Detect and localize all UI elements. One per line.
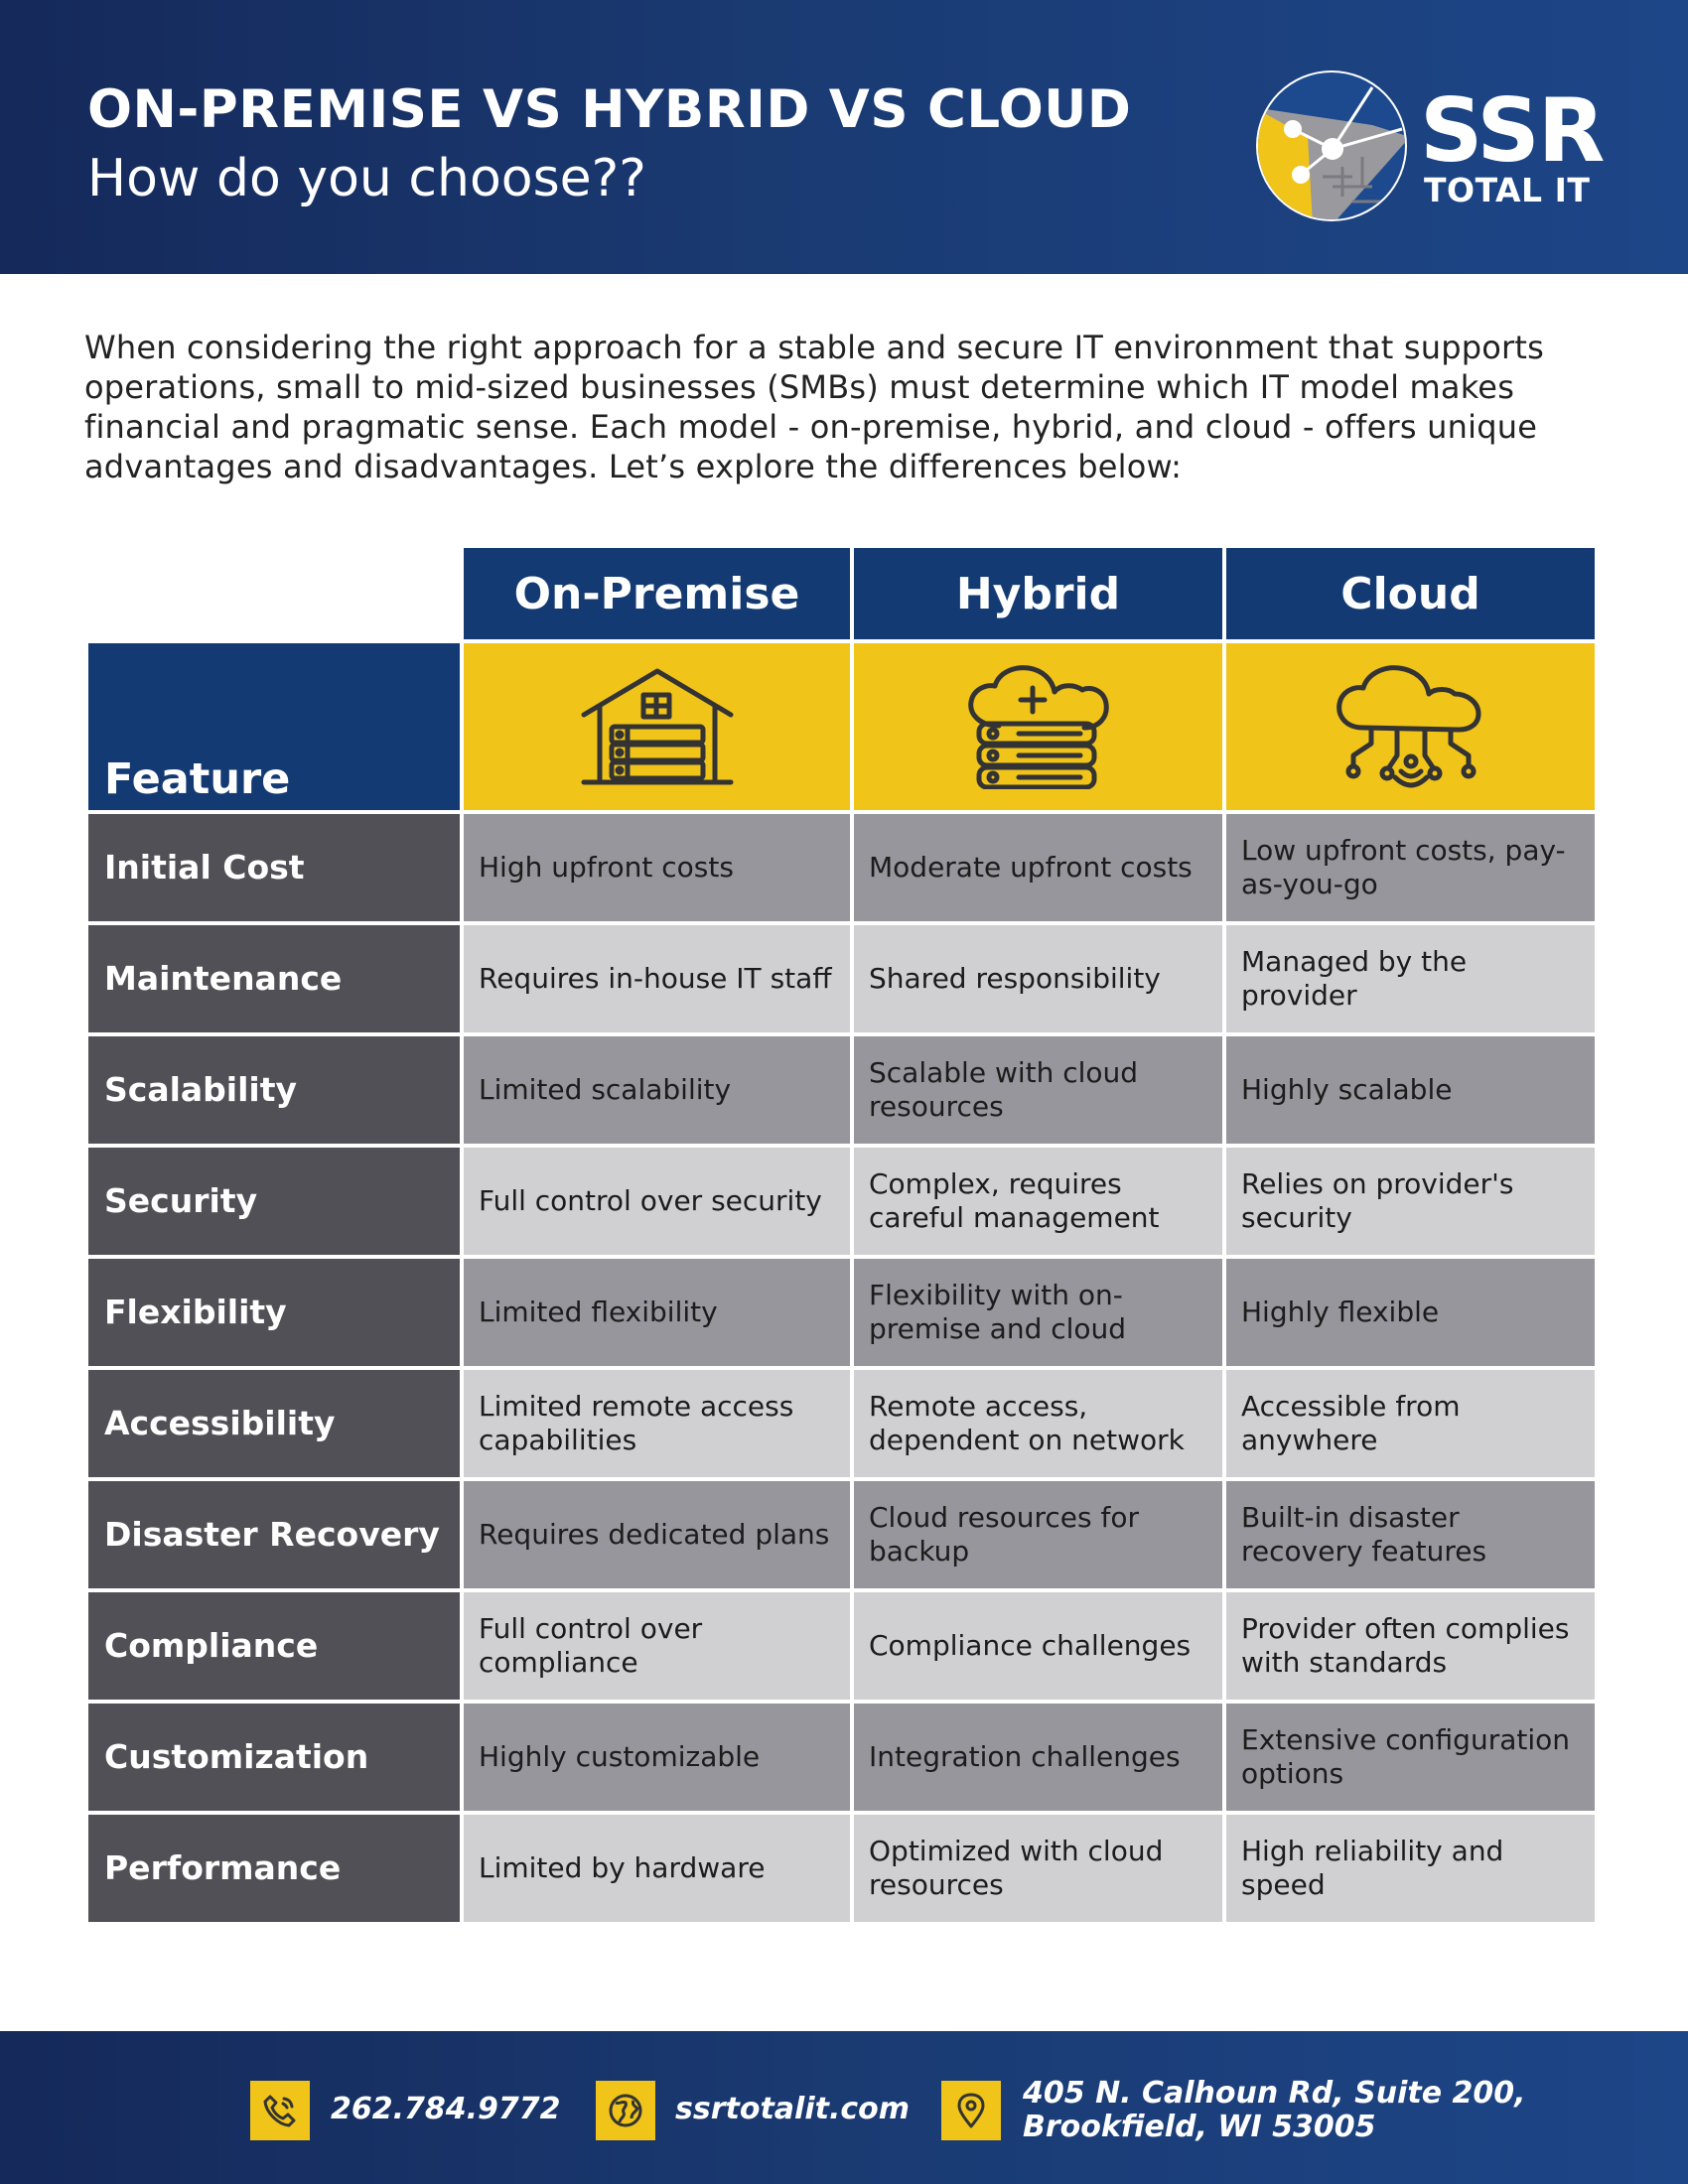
page-header — [0, 0, 1688, 274]
feature-label: Compliance — [88, 1592, 460, 1700]
table-row-maintenance — [0, 925, 1688, 1032]
cloud-value: High reliability and speed — [1226, 1815, 1595, 1922]
feature-label: Accessibility — [88, 1370, 460, 1477]
on-premise-value: Limited by hardware — [464, 1815, 850, 1922]
feature-label: Initial Cost — [88, 814, 460, 921]
hybrid-value: Compliance challenges — [854, 1592, 1222, 1700]
cloud-icon-cell — [1226, 643, 1595, 810]
table-row-security — [0, 1148, 1688, 1255]
cloud-value: Accessible from anywhere — [1226, 1370, 1595, 1477]
on-premise-value: Requires in-house IT staff — [464, 925, 850, 1032]
hybrid-value: Remote access, dependent on network — [854, 1370, 1222, 1477]
footer-address-line-2: Brookfield, WI 53005 — [1023, 2110, 1376, 2144]
location-pin-icon — [951, 2091, 991, 2130]
hybrid-value: Scalable with cloud resources — [854, 1036, 1222, 1144]
on-premise-value: High upfront costs — [464, 814, 850, 921]
feature-label: Security — [88, 1148, 460, 1255]
hybrid-value: Integration challenges — [854, 1704, 1222, 1811]
hybrid-value: Moderate upfront costs — [854, 814, 1222, 921]
cloud-value: Built-in disaster recovery features — [1226, 1481, 1595, 1588]
logo-text: SSR — [1420, 79, 1604, 182]
footer-address-line-1: 405 N. Calhoun Rd, Suite 200, — [1023, 2076, 1526, 2111]
table-row-initial-cost — [0, 814, 1688, 921]
on-premise-value: Highly customizable — [464, 1704, 850, 1811]
column-header-hybrid: Hybrid — [854, 548, 1222, 639]
feature-header-cell — [88, 643, 460, 810]
intro-paragraph: When considering the right approach for a stable and secure IT environment that supports operations, small to mid-sized businesses (SMBs) must determine which IT model makes financial and pragmatic sense. Each model - on-premise, hybrid, and cloud - offers unique advantages and disadvantages. Let’s explore the differences below: — [84, 329, 1545, 485]
cloud-network-icon — [1332, 664, 1490, 789]
on-premise-value: Limited scalability — [464, 1036, 850, 1144]
column-header-cloud: Cloud — [1226, 548, 1595, 639]
ssr-logo-icon — [1253, 68, 1410, 224]
cloud-value: Provider often complies with standards — [1226, 1592, 1595, 1700]
table-row-performance — [0, 1815, 1688, 1922]
globe-icon-box — [596, 2081, 655, 2140]
feature-label: Performance — [88, 1815, 460, 1922]
table-row-flexibility — [0, 1259, 1688, 1366]
page-subtitle: How do you choose?? — [87, 149, 646, 208]
hybrid-value: Flexibility with on-premise and cloud — [854, 1259, 1222, 1366]
globe-icon — [606, 2091, 645, 2130]
phone-icon — [260, 2091, 300, 2130]
on-premise-icon-cell — [464, 643, 850, 810]
hybrid-value: Optimized with cloud resources — [854, 1815, 1222, 1922]
feature-label: Customization — [88, 1704, 460, 1811]
cloud-value: Relies on provider's security — [1226, 1148, 1595, 1255]
cloud-value: Highly scalable — [1226, 1036, 1595, 1144]
table-row-scalability — [0, 1036, 1688, 1144]
hybrid-value: Complex, requires careful management — [854, 1148, 1222, 1255]
table-row-compliance — [0, 1592, 1688, 1700]
on-premise-value: Full control over security — [464, 1148, 850, 1255]
hybrid-value: Shared responsibility — [854, 925, 1222, 1032]
house-server-icon — [578, 665, 737, 788]
cloud-value: Low upfront costs, pay-as-you-go — [1226, 814, 1595, 921]
logo-subtext: TOTAL IT — [1424, 171, 1591, 209]
table-row-customization — [0, 1704, 1688, 1811]
footer-phone[interactable]: 262.784.9772 — [331, 2092, 561, 2126]
cloud-value: Managed by the provider — [1226, 925, 1595, 1032]
on-premise-value: Limited flexibility — [464, 1259, 850, 1366]
table-row-disaster-recovery — [0, 1481, 1688, 1588]
location-pin-icon-box — [941, 2081, 1001, 2140]
footer-website[interactable]: ssrtotalit.com — [675, 2092, 911, 2126]
on-premise-value: Full control over compliance — [464, 1592, 850, 1700]
hybrid-value: Cloud resources for backup — [854, 1481, 1222, 1588]
feature-label: Disaster Recovery — [88, 1481, 460, 1588]
feature-label: Scalability — [88, 1036, 460, 1144]
feature-label: Flexibility — [88, 1259, 460, 1366]
table-row-accessibility — [0, 1370, 1688, 1477]
hybrid-icon-cell — [854, 643, 1222, 810]
on-premise-value: Requires dedicated plans — [464, 1481, 850, 1588]
page-footer — [0, 2031, 1688, 2184]
cloud-value: Extensive configuration options — [1226, 1704, 1595, 1811]
feature-header-label: Feature — [104, 754, 291, 804]
feature-label: Maintenance — [88, 925, 460, 1032]
cloud-server-icon — [959, 664, 1118, 789]
column-header-on-premise: On-Premise — [464, 548, 850, 639]
cloud-value: Highly flexible — [1226, 1259, 1595, 1366]
page-title: ON-PREMISE VS HYBRID VS CLOUD — [87, 79, 1132, 140]
on-premise-value: Limited remote access capabilities — [464, 1370, 850, 1477]
phone-icon-box — [250, 2081, 310, 2140]
